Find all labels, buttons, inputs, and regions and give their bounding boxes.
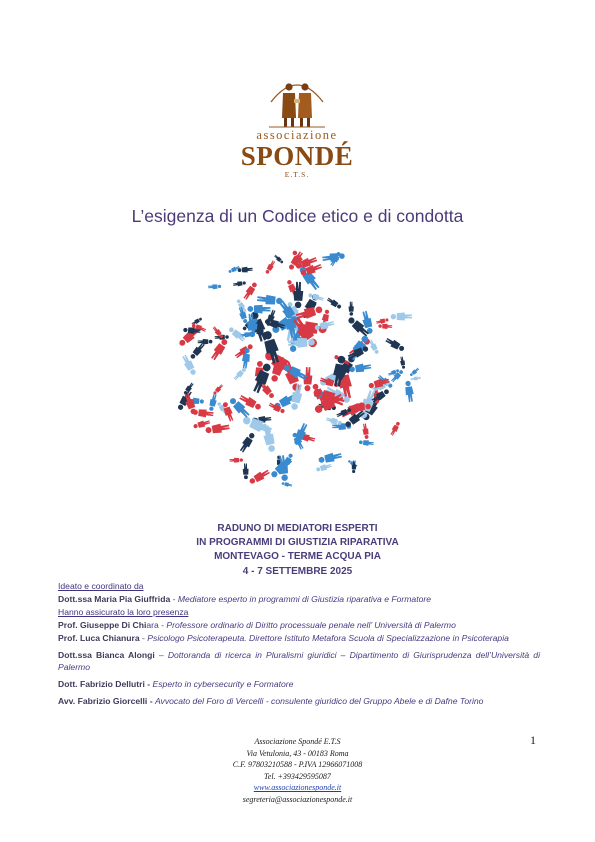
credits-section: [58, 580, 540, 708]
website-link[interactable]: www.associazionesponde.it: [253, 783, 342, 793]
organized-heading: Ideato e coordinato da: [58, 581, 144, 591]
event-line-2: IN PROGRAMMI DI GIUSTIZIA RIPARATIVA: [196, 537, 399, 549]
person-name: Dott.ssa Bianca Alongi: [58, 649, 155, 660]
person-sep: -: [158, 619, 167, 630]
logo-association-text: associazione: [256, 128, 338, 142]
logo-emblem-icon: [265, 72, 329, 130]
footer-org: Associazione Spondé E.T.S: [254, 737, 341, 746]
people-globe-image: [166, 236, 430, 500]
event-dates: 4 - 7 SETTEMBRE 2025: [242, 565, 353, 577]
footer-address: Via Vetulonia, 43 - 00183 Roma: [246, 748, 349, 758]
person-entry: [58, 678, 540, 691]
person-entry: [58, 619, 540, 632]
person-name: Prof. Luca Chianura: [58, 632, 140, 643]
sponde-logo: [232, 72, 362, 180]
person-entry: [58, 695, 540, 708]
event-line-1: RADUNO DI MEDIATORI ESPERTI: [217, 523, 378, 534]
page-number: 1: [530, 733, 536, 747]
person-entry: [58, 649, 540, 675]
footer-email: segreteria@associazionesponde.it: [242, 794, 353, 804]
organizer-role: Mediatore esperto in programmi di Giustizia riparativa e Formatore: [177, 593, 432, 604]
event-line-3: MONTEVAGO - TERME ACQUA PIA: [214, 551, 381, 563]
person-role: Professore ordinario di Diritto processuale penale nell’ Università di Palermo: [166, 619, 456, 630]
person-role: Avvocato del Foro di Vercelli - consulente giuridico del Gruppo Abele e di Dafne Torino: [154, 696, 484, 707]
organizer-sep: -: [170, 593, 178, 604]
person-name-tail: ara: [146, 619, 159, 630]
document-title: L’esigenza di un Codice etico e di condotta: [131, 206, 464, 226]
person-name: Dott. Fabrizio Dellutri -: [58, 679, 151, 690]
person-name: Prof. Giuseppe Di Chi: [58, 619, 147, 630]
person-entry: [58, 632, 540, 645]
logo-suffix-text: E.T.S.: [284, 170, 310, 179]
person-sep: –: [154, 649, 168, 660]
organizer-entry: [58, 593, 540, 606]
footer-tax-ids: C.F. 97803210588 - P.IVA 12966071008: [232, 760, 363, 770]
footer: [0, 736, 595, 806]
footer-phone: Tel. +393429595087: [264, 771, 331, 781]
person-role: Psicologo Psicoterapeuta. Direttore Istituto Metafora Scuola di Specializzazione in Psicoterapia: [147, 632, 509, 643]
person-name: Avv. Fabrizio Giorcelli -: [58, 696, 153, 707]
event-block: [0, 522, 595, 579]
presence-heading: Hanno assicurato la loro presenza: [58, 606, 189, 617]
person-role: Dottoranda di ricerca in Pluralismi giuridici – Dipartimento di Giurisprudenza dell’Università di Palermo: [58, 649, 540, 673]
person-sep: -: [139, 632, 148, 643]
person-role: Esperto in cybersecurity e Formatore: [152, 679, 294, 690]
logo-name-text: SPONDÉ: [240, 141, 354, 171]
organizer-name: Dott.ssa Maria Pia Giuffrida: [58, 593, 171, 604]
